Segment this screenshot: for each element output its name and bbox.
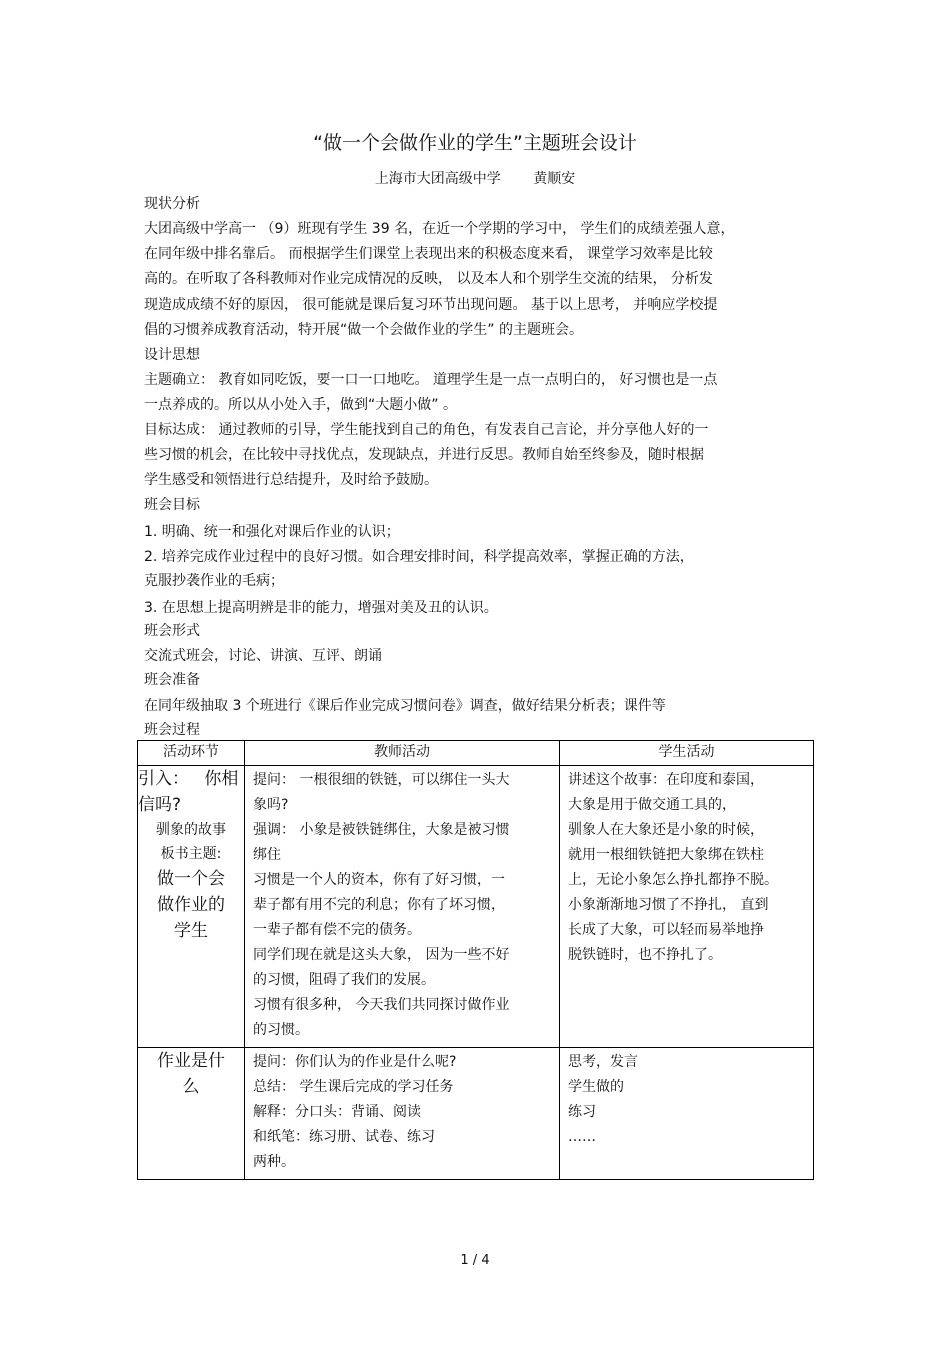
teacher-line: 提问：你们认为的作业是什么呢? <box>253 1054 457 1070</box>
author-school: 上海市大团高级中学 <box>374 171 501 187</box>
teacher-line: 提问： 一根很细的铁链，可以绑住一头大 <box>253 772 510 788</box>
stage-line: 作业是什 <box>157 1051 225 1071</box>
teacher-line: 象吗? <box>253 797 289 813</box>
process-heading: 班会过程 <box>144 722 200 738</box>
student-line: 大象是用于做交通工具的， <box>568 797 736 813</box>
teacher-line: 习惯是一个人的资本，你有了好习惯，一 <box>253 872 505 888</box>
design-line: 主题确立： 教育如同吃饭，要一口一口地吃。 道理学生是一点一点明白的， 好习惯也是一点 <box>144 372 718 388</box>
stage-cell <box>138 1048 245 1180</box>
status-line: 现造成成绩不好的原因， 很可能就是课后复习环节出现问题。 基于以上思考， 并响应学校提 <box>144 297 718 313</box>
design-line: 一点养成的。所以从小处入手，做到“大题小做” 。 <box>144 397 457 413</box>
teacher-line: 辈子都有用不完的利息；你有了坏习惯， <box>253 897 505 913</box>
prep-heading: 班会准备 <box>144 672 200 688</box>
status-line: 高的。在听取了各科教师对作业完成情况的反映， 以及本人和个别学生交流的结果， 分析发 <box>144 271 713 287</box>
student-line: 就用一根细铁链把大象绑在铁柱 <box>568 847 764 863</box>
student-cell <box>560 766 814 1048</box>
teacher-line: 两种。 <box>253 1154 295 1170</box>
intro-line <box>138 766 244 792</box>
teacher-line: 习惯有很多种， 今天我们共同探讨做作业 <box>253 997 510 1013</box>
table-header-row <box>138 741 814 766</box>
design-line: 些习惯的机会，在比较中寻找优点，发现缺点，并进行反思。教师自始至终参及，随时根据 <box>144 447 704 463</box>
status-line: 倡的习惯养成教育活动，特开展“做一个会做作业的学生” 的主题班会。 <box>144 322 583 338</box>
intro-label: 引入： <box>138 769 189 789</box>
design-line: 学生感受和领悟进行总结提升，及时给予鼓励。 <box>144 472 438 488</box>
student-line: 长成了大象，可以轻而易举地挣 <box>568 922 764 938</box>
header-stage: 活动环节 <box>138 741 245 766</box>
teacher-line: 强调： 小象是被铁链绑住，大象是被习惯 <box>253 822 510 838</box>
form-line: 交流式班会，讨论、讲演、互评、朗诵 <box>144 648 382 664</box>
student-line: 脱铁链时，也不挣扎了。 <box>568 947 722 963</box>
status-heading: 现状分析 <box>144 196 200 212</box>
intro-question-cont: 信吗? <box>138 795 182 815</box>
status-line: 在同年级中排名靠后。 而根据学生们课堂上表现出来的积极态度来看， 课堂学习效率是比较 <box>144 246 713 262</box>
student-line: 讲述这个故事：在印度和泰国， <box>568 772 764 788</box>
board-label: 板书主题: <box>160 846 222 862</box>
table-row <box>138 766 814 1048</box>
theme-line: 做作业的 <box>157 895 225 915</box>
student-line: …… <box>568 1129 596 1145</box>
teacher-cell <box>245 766 560 1048</box>
goal-line: 克服抄袭作业的毛病； <box>144 573 284 589</box>
teacher-line: 和纸笔：练习册、试卷、练习 <box>253 1129 435 1145</box>
header-student: 学生活动 <box>560 741 814 766</box>
teacher-line: 绑住 <box>253 847 281 863</box>
student-line: 思考，发言 <box>568 1054 638 1070</box>
theme-line: 做一个会 <box>157 869 225 889</box>
status-line: 大团高级中学高一 （9）班现有学生 39 名，在近一个学期的学习中， 学生们的成绩差强人意， <box>144 221 735 237</box>
stage-cell <box>138 766 245 1048</box>
theme-line: 学生 <box>174 921 208 941</box>
prep-line: 在同年级抽取 3 个班进行《课后作业完成习惯问卷》调查，做好结果分析表；课件等 <box>144 698 666 714</box>
goal-line: 2. 培养完成作业过程中的良好习惯。如合理安排时间，科学提高效率，掌握正确的方法， <box>144 549 694 565</box>
author-line <box>0 168 950 188</box>
form-heading: 班会形式 <box>144 623 200 639</box>
story-label: 驯象的故事 <box>156 822 226 838</box>
teacher-line: 解释：分口头：背诵、阅读 <box>253 1104 421 1120</box>
student-line: 上，无论小象怎么挣扎都挣不脱。 <box>568 872 778 888</box>
teacher-line: 同学们现在就是这头大象， 因为一些不好 <box>253 947 510 963</box>
goal-heading: 班会目标 <box>144 497 200 513</box>
author-name: 黄顺安 <box>533 171 576 187</box>
page-number: 1 / 4 <box>460 1253 490 1268</box>
student-line: 驯象人在大象还是小象的时候， <box>568 822 764 838</box>
goal-line: 1. 明确、统一和强化对课后作业的认识； <box>144 524 400 540</box>
table-row <box>138 1048 814 1180</box>
goal-line: 3. 在思想上提高明辨是非的能力，增强对美及丑的认识。 <box>144 600 498 616</box>
intro-question: 你相 <box>204 769 239 789</box>
student-line: 练习 <box>568 1104 596 1120</box>
teacher-line: 一辈子都有偿不完的债务。 <box>253 922 421 938</box>
page-title: “做一个会做作业的学生”主题班会设计 <box>313 132 637 154</box>
student-cell <box>560 1048 814 1180</box>
teacher-line: 的习惯。 <box>253 1022 309 1038</box>
teacher-cell <box>245 1048 560 1180</box>
design-heading: 设计思想 <box>144 347 200 363</box>
design-line: 目标达成： 通过教师的引导，学生能找到自己的角色，有发表自己言论，并分享他人好的一 <box>144 422 709 438</box>
header-teacher: 教师活动 <box>245 741 560 766</box>
teacher-line: 总结： 学生课后完成的学习任务 <box>253 1079 454 1095</box>
process-table <box>137 740 814 1180</box>
student-line: 小象渐渐地习惯了不挣扎， 直到 <box>568 897 769 913</box>
student-line: 学生做的 <box>568 1079 624 1095</box>
teacher-line: 的习惯，阻碍了我们的发展。 <box>253 972 435 988</box>
stage-line: 么 <box>182 1077 200 1097</box>
